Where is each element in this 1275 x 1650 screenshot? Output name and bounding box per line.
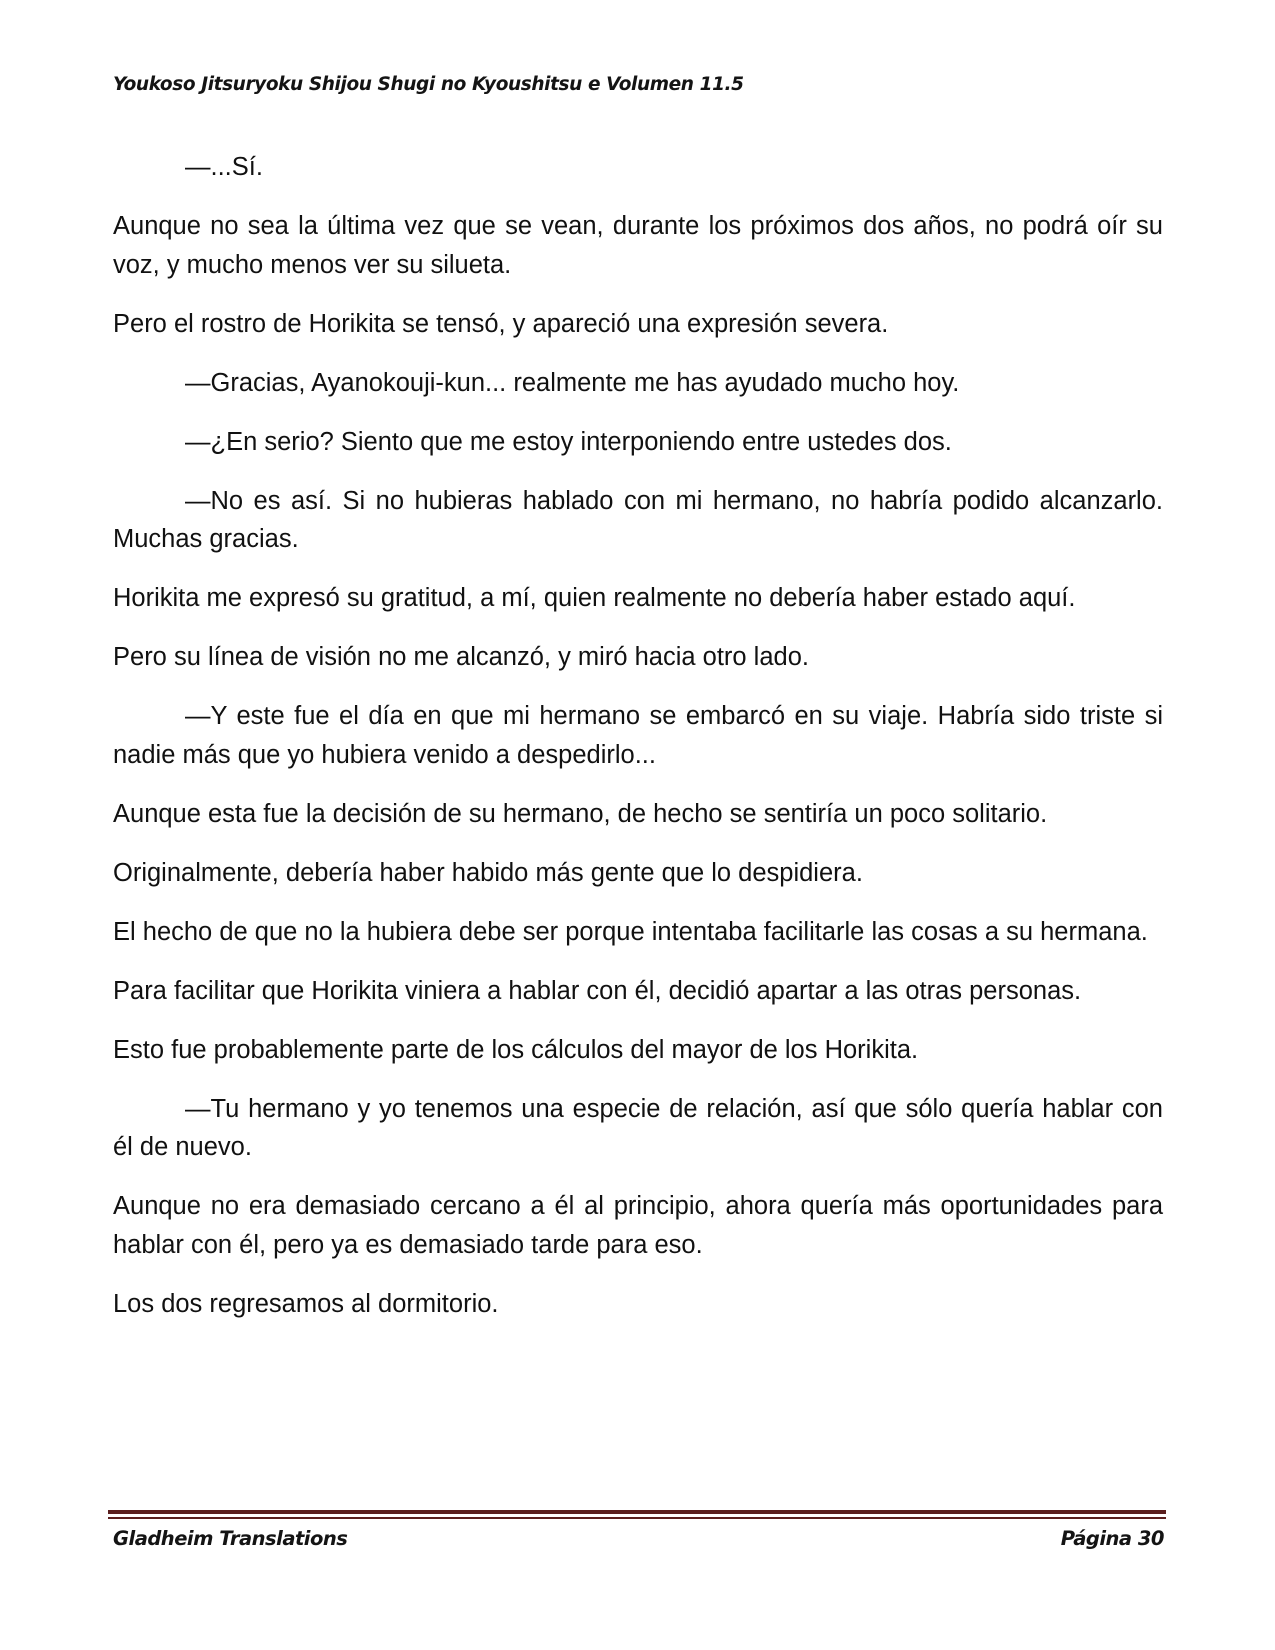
- paragraph: —...Sí.: [185, 153, 263, 181]
- paragraph: —¿En serio? Siento que me estoy interponiendo entre ustedes dos.: [185, 427, 952, 456]
- paragraph: Esto fue probablemente parte de los cálculos del mayor de los Horikita.: [113, 1035, 919, 1064]
- page-header-title: Youkoso Jitsuryoku Shijou Shugi no Kyoushitsu e Volumen 11.5: [113, 74, 744, 95]
- paragraph: Horikita me expresó su gratitud, a mí, quien realmente no debería haber estado aquí.: [113, 584, 1076, 612]
- paragraph: Aunque esta fue la decisión de su hermano, de hecho se sentiría un poco solitario.: [113, 799, 1048, 828]
- paragraph: Aunque no sea la última vez que se vean, durante los próximos dos años, no podrá oír su voz, y mucho menos ver su silueta.: [113, 212, 1163, 279]
- paragraph: Originalmente, debería haber habido más gente que lo despidiera.: [113, 858, 863, 887]
- paragraph: Aunque no era demasiado cercano a él al principio, ahora quería más oportunidades para hablar con él, pero ya es demasiado tarde para eso.: [113, 1192, 1163, 1259]
- paragraph: —Y este fue el día en que mi hermano se embarcó en su viaje. Habría sido triste si nadie más que yo hubiera venido a despedirlo...: [113, 702, 1163, 769]
- page-body: [113, 148, 1163, 1344]
- page-number: Página 30: [1060, 1527, 1164, 1550]
- paragraph: Los dos regresamos al dormitorio.: [113, 1289, 499, 1318]
- paragraph: —Tu hermano y yo tenemos una especie de relación, así que sólo quería hablar con él de nuevo.: [113, 1094, 1163, 1161]
- footer-credit: Gladheim Translations: [113, 1527, 348, 1550]
- paragraph: —Gracias, Ayanokouji-kun... realmente me has ayudado mucho hoy.: [185, 368, 960, 397]
- footer-divider-thin: [108, 1517, 1166, 1519]
- paragraph: —No es así. Si no hubieras hablado con mi hermano, no habría podido alcanzarlo. Muchas gracias.: [113, 486, 1163, 553]
- paragraph: Pero su línea de visión no me alcanzó, y miró hacia otro lado.: [113, 643, 809, 671]
- paragraph: El hecho de que no la hubiera debe ser porque intentaba facilitarle las cosas a su hermana.: [113, 917, 1148, 946]
- footer-divider-thick: [108, 1510, 1166, 1514]
- paragraph: Para facilitar que Horikita viniera a hablar con él, decidió apartar a las otras personas.: [113, 976, 1082, 1005]
- paragraph: Pero el rostro de Horikita se tensó, y apareció una expresión severa.: [113, 309, 889, 338]
